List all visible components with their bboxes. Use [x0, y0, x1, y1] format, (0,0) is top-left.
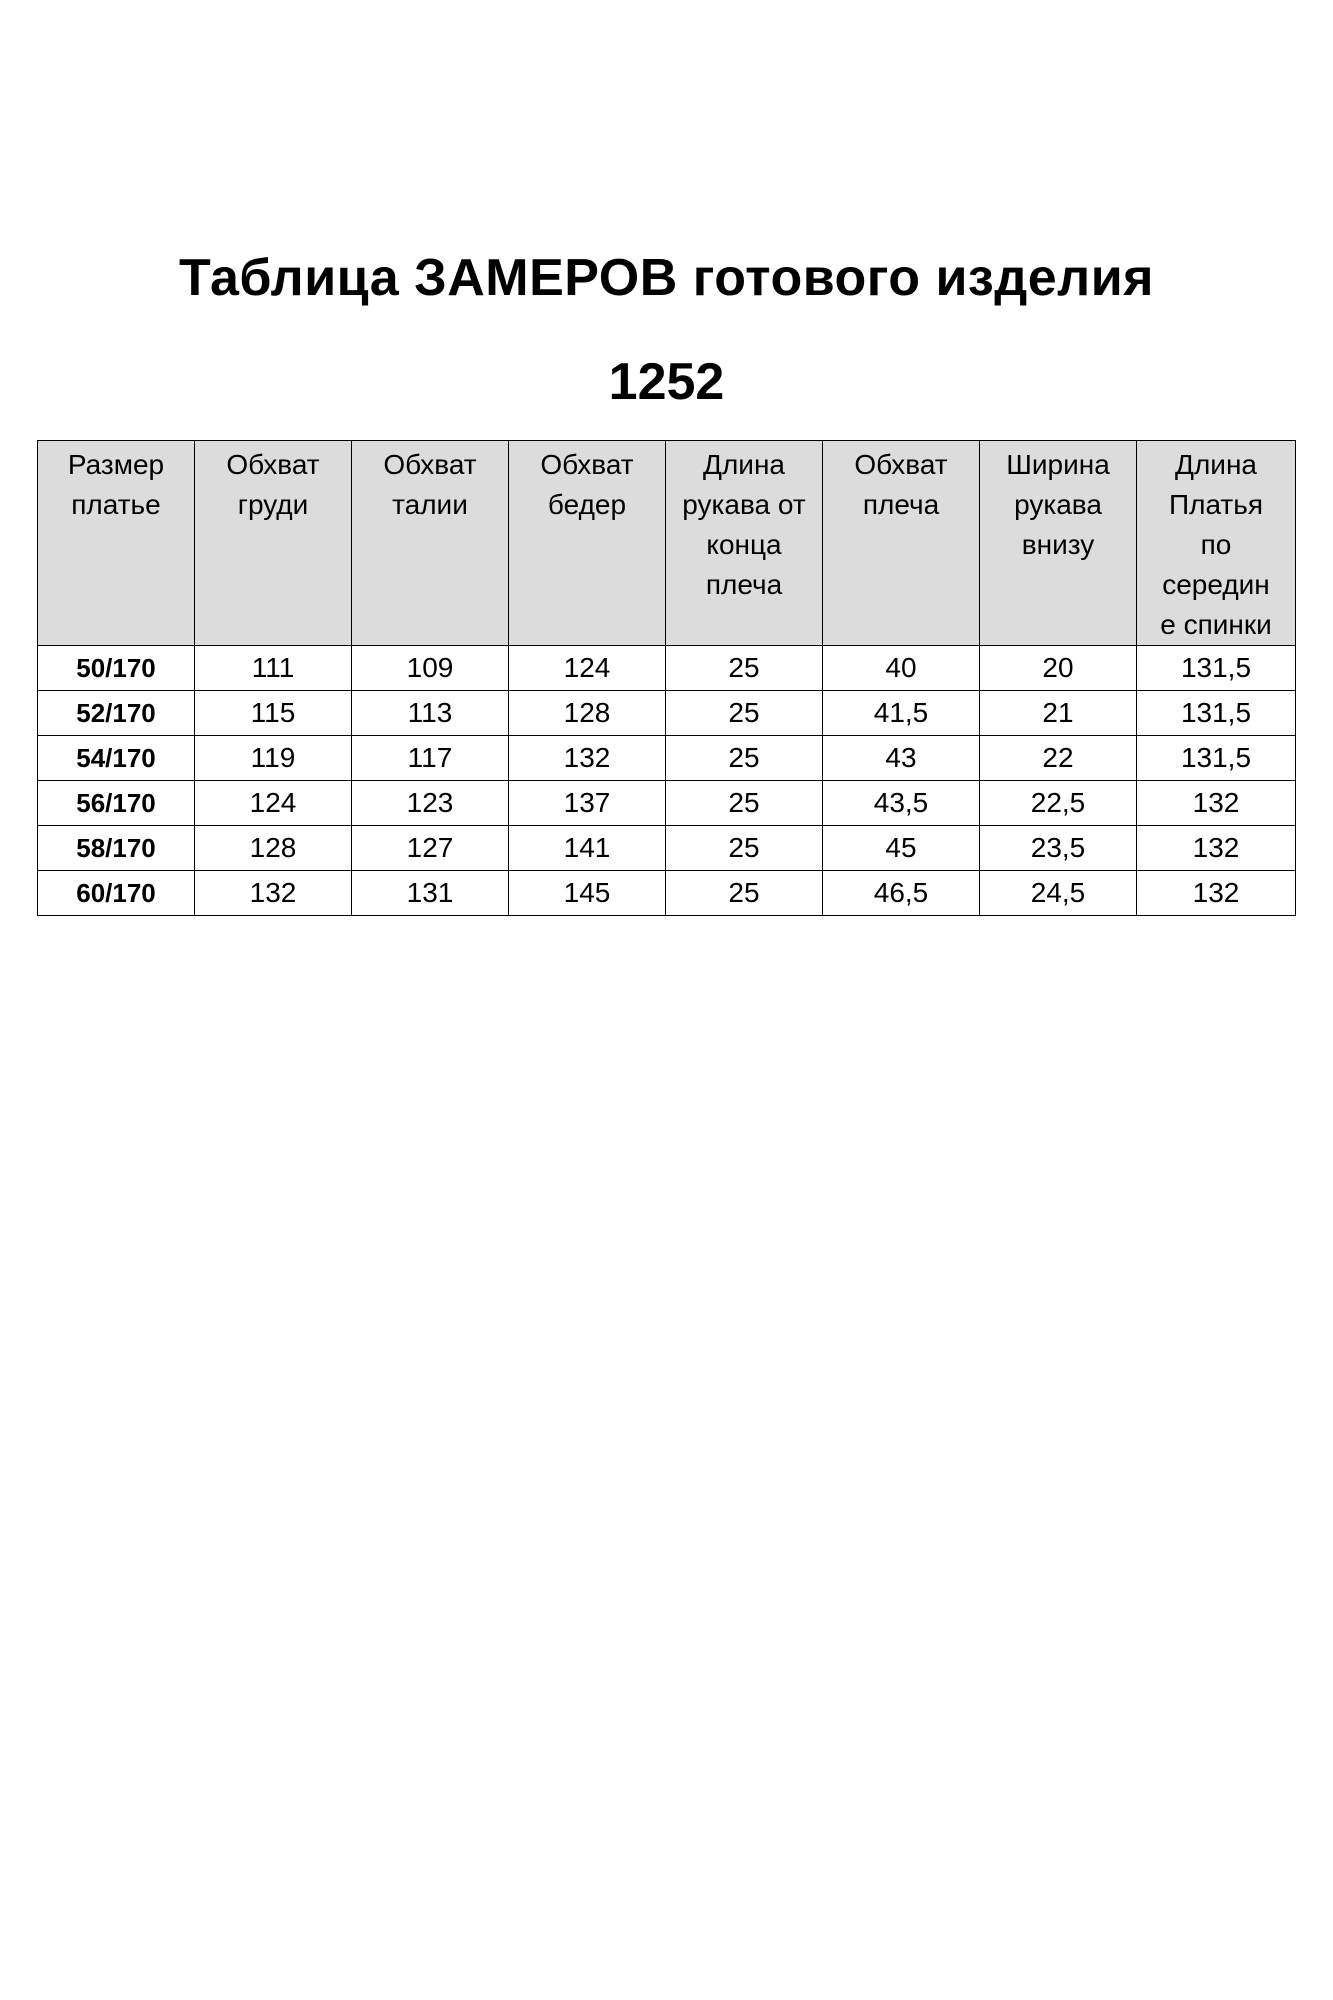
table-cell: 22 — [980, 736, 1137, 781]
table-cell: 25 — [666, 691, 823, 736]
table-row — [38, 781, 1296, 826]
table-header-row — [38, 441, 1296, 646]
header-size: Размер платье — [38, 441, 195, 646]
header-sleeve-width: Ширина рукава внизу — [980, 441, 1137, 646]
table-cell: 41,5 — [823, 691, 980, 736]
table-cell: 131 — [352, 871, 509, 916]
table-cell: 21 — [980, 691, 1137, 736]
model-number: 1252 — [608, 353, 725, 411]
table-cell: 124 — [509, 646, 666, 691]
size-cell: 56/170 — [38, 781, 195, 826]
size-cell: 52/170 — [38, 691, 195, 736]
table-cell: 20 — [980, 646, 1137, 691]
document-title: Таблица ЗАМЕРОВ готового изделия — [178, 249, 1155, 307]
table-cell: 124 — [195, 781, 352, 826]
table-row — [38, 826, 1296, 871]
table-cell: 128 — [509, 691, 666, 736]
table-cell: 25 — [666, 871, 823, 916]
header-chest: Обхват груди — [195, 441, 352, 646]
size-cell: 54/170 — [38, 736, 195, 781]
header-dress-length: Длина Платья по середин е спинки — [1137, 441, 1296, 646]
table-cell: 131,5 — [1137, 736, 1296, 781]
table-cell: 127 — [352, 826, 509, 871]
table-cell: 43 — [823, 736, 980, 781]
table-cell: 117 — [352, 736, 509, 781]
header-hips: Обхват бедер — [509, 441, 666, 646]
table-cell: 131,5 — [1137, 691, 1296, 736]
table-row — [38, 871, 1296, 916]
table-cell: 132 — [509, 736, 666, 781]
table-cell: 141 — [509, 826, 666, 871]
table-cell: 131,5 — [1137, 646, 1296, 691]
table-row — [38, 646, 1296, 691]
table-cell: 109 — [352, 646, 509, 691]
size-cell: 60/170 — [38, 871, 195, 916]
table-cell: 111 — [195, 646, 352, 691]
table-cell: 25 — [666, 646, 823, 691]
table-cell: 132 — [1137, 826, 1296, 871]
table-cell: 132 — [1137, 871, 1296, 916]
size-cell: 50/170 — [38, 646, 195, 691]
table-cell: 132 — [1137, 781, 1296, 826]
table-row — [38, 736, 1296, 781]
table-row — [38, 691, 1296, 736]
table-cell: 24,5 — [980, 871, 1137, 916]
table-cell: 25 — [666, 781, 823, 826]
table-cell: 137 — [509, 781, 666, 826]
header-sleeve-length: Длина рукава от конца плеча — [666, 441, 823, 646]
table-cell: 128 — [195, 826, 352, 871]
header-waist: Обхват талии — [352, 441, 509, 646]
table-cell: 119 — [195, 736, 352, 781]
table-cell: 145 — [509, 871, 666, 916]
table-cell: 25 — [666, 736, 823, 781]
table-cell: 132 — [195, 871, 352, 916]
table-cell: 46,5 — [823, 871, 980, 916]
table-cell: 43,5 — [823, 781, 980, 826]
table-cell: 25 — [666, 826, 823, 871]
header-shoulder: Обхват плеча — [823, 441, 980, 646]
table-cell: 45 — [823, 826, 980, 871]
table-cell: 113 — [352, 691, 509, 736]
table-cell: 115 — [195, 691, 352, 736]
size-cell: 58/170 — [38, 826, 195, 871]
table-cell: 23,5 — [980, 826, 1137, 871]
table-cell: 123 — [352, 781, 509, 826]
measurements-table — [37, 440, 1296, 916]
table-cell: 40 — [823, 646, 980, 691]
table-cell: 22,5 — [980, 781, 1137, 826]
